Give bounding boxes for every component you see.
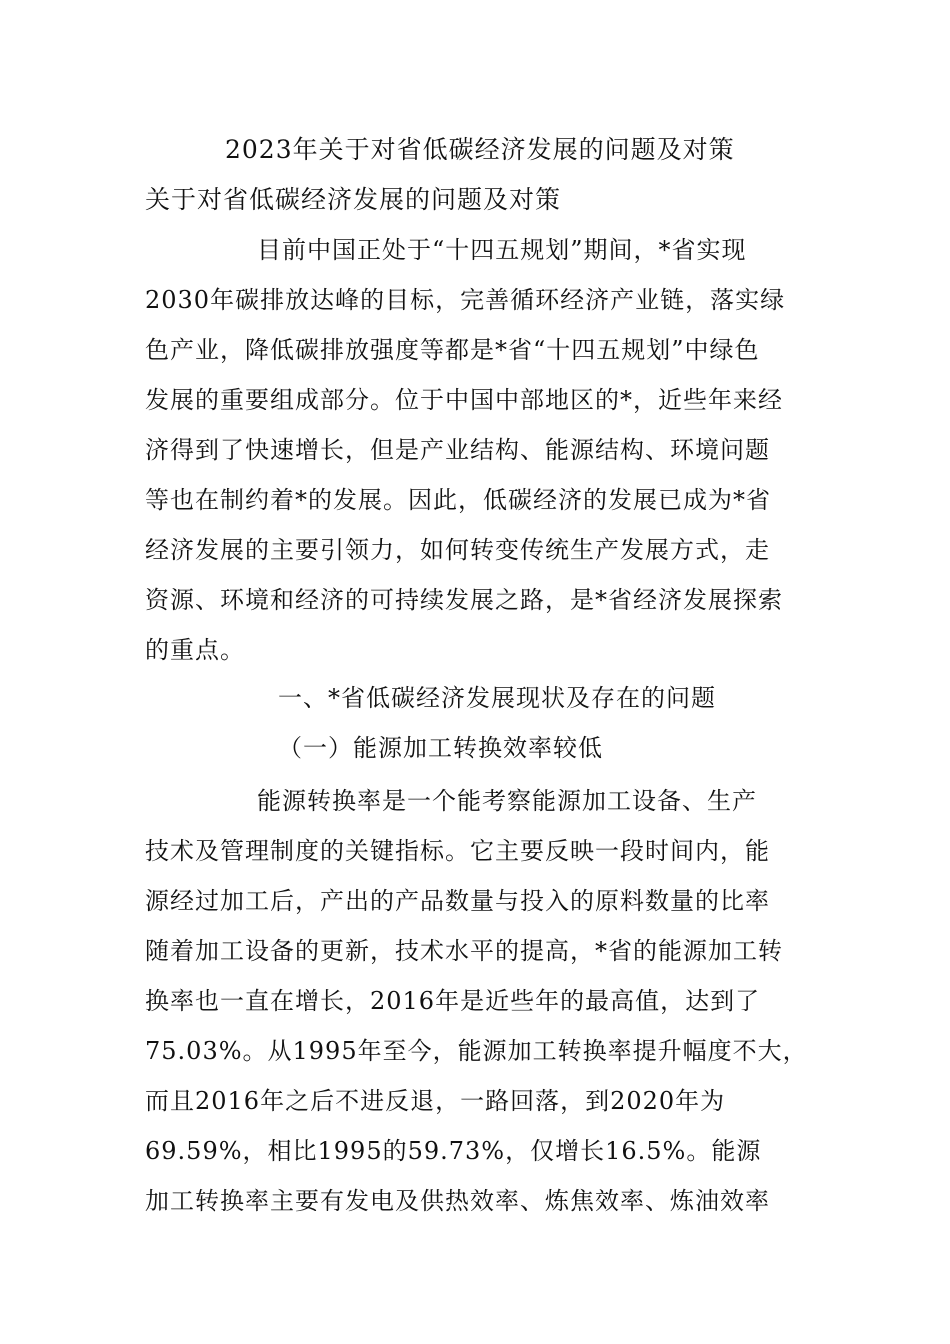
paragraph-intro bbox=[145, 234, 807, 666]
paragraph-line: 源经过加工后，产出的产品数量与投入的原料数量的比率 bbox=[145, 887, 770, 915]
paragraph-line: 色产业，降低碳排放强度等都是*省“十四五规划”中绿色 bbox=[145, 336, 760, 364]
paragraph-line: 2030年碳排放达峰的目标，完善循环经济产业链，落实绿 bbox=[145, 286, 786, 314]
section-heading: 一、*省低碳经济发展现状及存在的问题 bbox=[278, 684, 716, 712]
paragraph-energy-conversion bbox=[145, 785, 807, 1217]
subsection-heading: （一）能源加工转换效率较低 bbox=[278, 734, 603, 762]
paragraph-line: 济得到了快速增长，但是产业结构、能源结构、环境问题 bbox=[145, 436, 770, 464]
document-title: 2023年关于对省低碳经济发展的问题及对策 bbox=[225, 135, 735, 164]
paragraph-line: 换率也一直在增长，2016年是近些年的最高值，达到了 bbox=[145, 987, 761, 1015]
document-subtitle: 关于对省低碳经济发展的问题及对策 bbox=[145, 185, 562, 214]
paragraph-line: 随着加工设备的更新，技术水平的提高，*省的能源加工转 bbox=[145, 937, 783, 965]
paragraph-line: 加工转换率主要有发电及供热效率、炼焦效率、炼油效率 bbox=[145, 1187, 770, 1215]
paragraph-line: 经济发展的主要引领力，如何转变传统生产发展方式，走 bbox=[145, 536, 770, 564]
paragraph-line: 而且2016年之后不进反退，一路回落，到2020年为 bbox=[145, 1087, 726, 1115]
paragraph-line: 目前中国正处于“十四五规划”期间，*省实现 bbox=[257, 236, 747, 264]
paragraph-line: 的重点。 bbox=[145, 636, 245, 664]
paragraph-line: 技术及管理制度的关键指标。它主要反映一段时间内，能 bbox=[145, 837, 770, 865]
paragraph-line: 发展的重要组成部分。位于中国中部地区的*，近些年来经 bbox=[145, 386, 783, 414]
paragraph-line: 69.59%，相比1995的59.73%，仅增长16.5%。能源 bbox=[145, 1137, 762, 1165]
paragraph-line: 能源转换率是一个能考察能源加工设备、生产 bbox=[257, 787, 757, 815]
paragraph-line: 等也在制约着*的发展。因此，低碳经济的发展已成为*省 bbox=[145, 486, 771, 514]
paragraph-line: 资源、环境和经济的可持续发展之路，是*省经济发展探索 bbox=[145, 586, 783, 614]
paragraph-line: 75.03%。从1995年至今，能源加工转换率提升幅度不大， bbox=[145, 1037, 808, 1065]
